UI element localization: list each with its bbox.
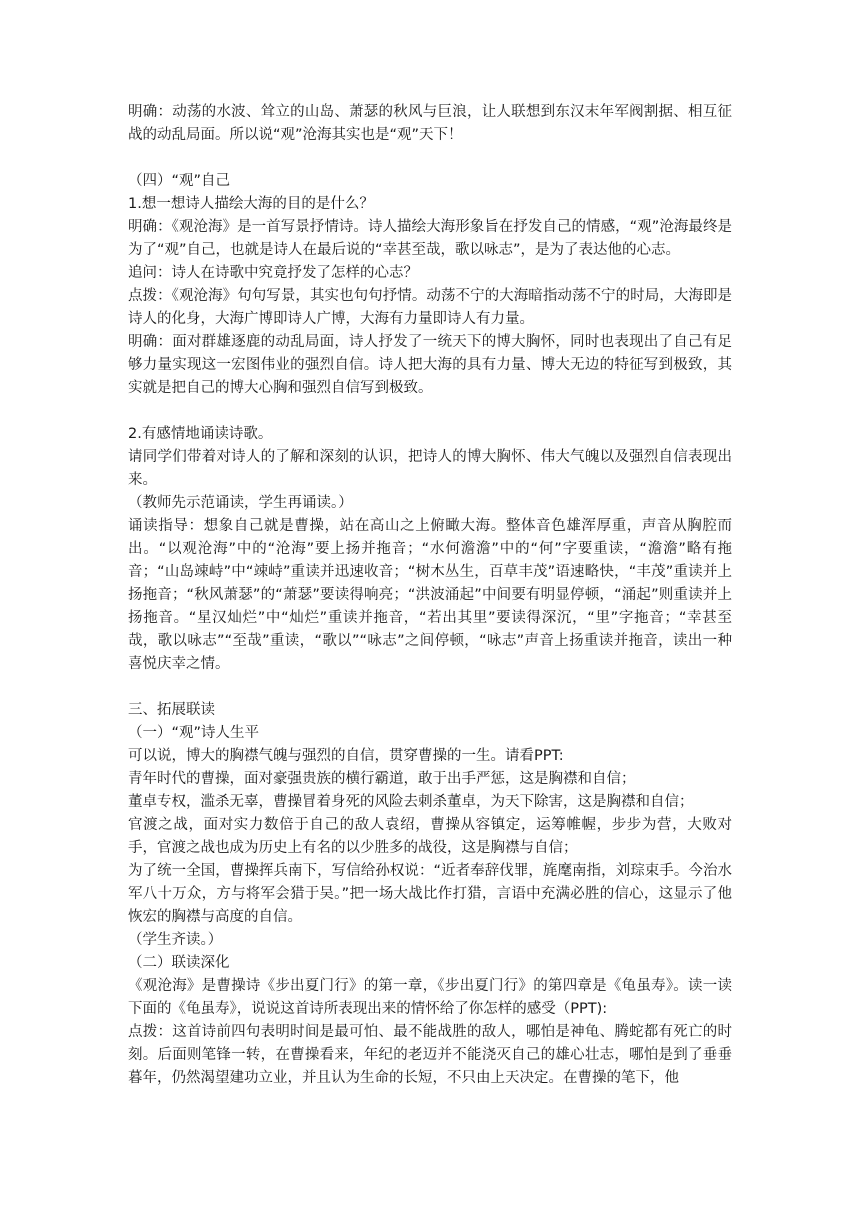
task-recite: 2.有感情地诵读诗歌。 [128,426,273,442]
paragraph-recite-guide: 诵读指导：想象自己就是曹操，站在高山之上俯瞰大海。整体音色雄浑厚重，声音从胸腔而出。“以观沧海”中的“沧海”要上扬并拖音；“水何澹澹”中的“何”字要重读，“澹澹”略有拖音；“山岛竦峙”中“竦峙”重读并迅速收音；“树木丛生，百草丰茂”语速略快，“丰茂”重读并上扬拖音；“秋风萧瑟”的“萧瑟”要读得响亮；“洪波涌起”中间要有明显停顿，“涌起”则重读并上扬拖音。“星汉灿烂”中“灿烂”重读并拖音，“若出其里”要读得深沉，“里”字拖音；“幸甚至哉，歌以咏志”“至哉”重读，“歌以”“咏志”之间停顿，“咏志”声音上扬重读并拖音，读出一种喜悦庆幸之情。 [128,518,732,672]
paragraph-teacher-demo: （教师先示范诵读，学生再诵读。） [128,495,353,511]
blank-line [128,676,732,699]
question-purpose: 1.想一想诗人描绘大海的目的是什么？ [128,196,374,212]
paragraph-dong-zhuo: 董卓专权，滥杀无辜，曹操冒着身死的风险去刺杀董卓，为天下除害，这是胸襟和自信； [128,794,694,810]
paragraph-gui-sui-shou-intro: 《观沧海》是曹操诗《步出夏门行》的第一章，《步出夏门行》的第四章是《龟虽寿》。读一读下面的《龟虽寿》，说说这首诗所表现出来的情怀给了你怎样的感受（PPT): [128,978,732,1017]
paragraph-conclusion-turmoil: 明确：动荡的水波、耸立的山岛、萧瑟的秋风与巨浪，让人联想到东汉末年军阀割据、相互征战的动乱局面。所以说“观”沧海其实也是“观”天下！ [128,104,732,143]
paragraph-students-read: （学生齐读。） [128,932,223,948]
paragraph-guandu: 官渡之战，面对实力数倍于自己的敌人袁绍，曹操从容镇定，运筹帷幄，步步为营，大败对手，官渡之战也成为历史上有名的以少胜多的战役，这是胸襟与自信； [128,817,732,856]
paragraph-guidance: 点拨：《观沧海》句句写景，其实也句句抒情。动荡不宁的大海暗指动荡不宁的时局，大海即是诗人的化身，大海广博即诗人广博，大海有力量即诗人有力量。 [128,288,732,327]
section-heading-observe-self: （四）“观”自己 [128,173,231,189]
paragraph-life-intro: 可以说，博大的胸襟气魄与强烈的自信，贯穿曹操的一生。请看PPT: [128,748,564,764]
paragraph-gui-sui-shou-guidance: 点拨：这首诗前四句表明时间是最可怕、最不能战胜的敌人，哪怕是神龟、腾蛇都有死亡的时刻。后面则笔锋一转，在曹操看来，年纪的老迈并不能浇灭自己的雄心壮志，哪怕是到了垂垂暮年，仍然渴望建功立业，并且认为生命的长短，不只由上天决定。在曹操的笔下，他 [128,1024,732,1086]
paragraph-conclusion-ambition: 明确：面对群雄逐鹿的动乱局面，诗人抒发了一统天下的博大胸怀，同时也表现出了自己有足够力量实现这一宏图伟业的强烈自信。诗人把大海的具有力量、博大无边的特征写到极致，其实就是把自己的博大心胸和强烈自信写到极致。 [128,334,732,396]
paragraph-conclusion-purpose: 明确：《观沧海》是一首写景抒情诗。诗人描绘大海形象旨在抒发自己的情感，“观”沧海最终是为了“观”自己，也就是诗人在最后说的“幸甚至哉，歌以咏志”，是为了表达他的心志。 [128,219,732,258]
blank-line [128,147,732,170]
follow-up-question: 追问：诗人在诗歌中究竟抒发了怎样的心志？ [128,265,418,281]
section-heading-extended-reading: 三、拓展联读 [128,702,215,718]
paragraph-youth: 青年时代的曹操，面对豪强贵族的横行霸道，敢于出手严惩，这是胸襟和自信； [128,771,636,787]
subheading-poet-life: （一）“观”诗人生平 [128,725,260,741]
paragraph-letter-sun-quan: 为了统一全国，曹操挥兵南下，写信给孙权说：“近者奉辞伐罪，旄麾南指，刘琮束手。今治水军八十万众，方与将军会猎于吴。”把一场大战比作打猎，言语中充满必胜的信心，这显示了他恢宏的胸襟与高度的自信。 [128,863,732,925]
paragraph-recite-request: 请同学们带着对诗人的了解和深刻的认识，把诗人的博大胸怀、伟大气魄以及强烈自信表现出来。 [128,449,732,488]
blank-line [128,400,732,423]
subheading-deepen: （二）联读深化 [128,955,230,971]
